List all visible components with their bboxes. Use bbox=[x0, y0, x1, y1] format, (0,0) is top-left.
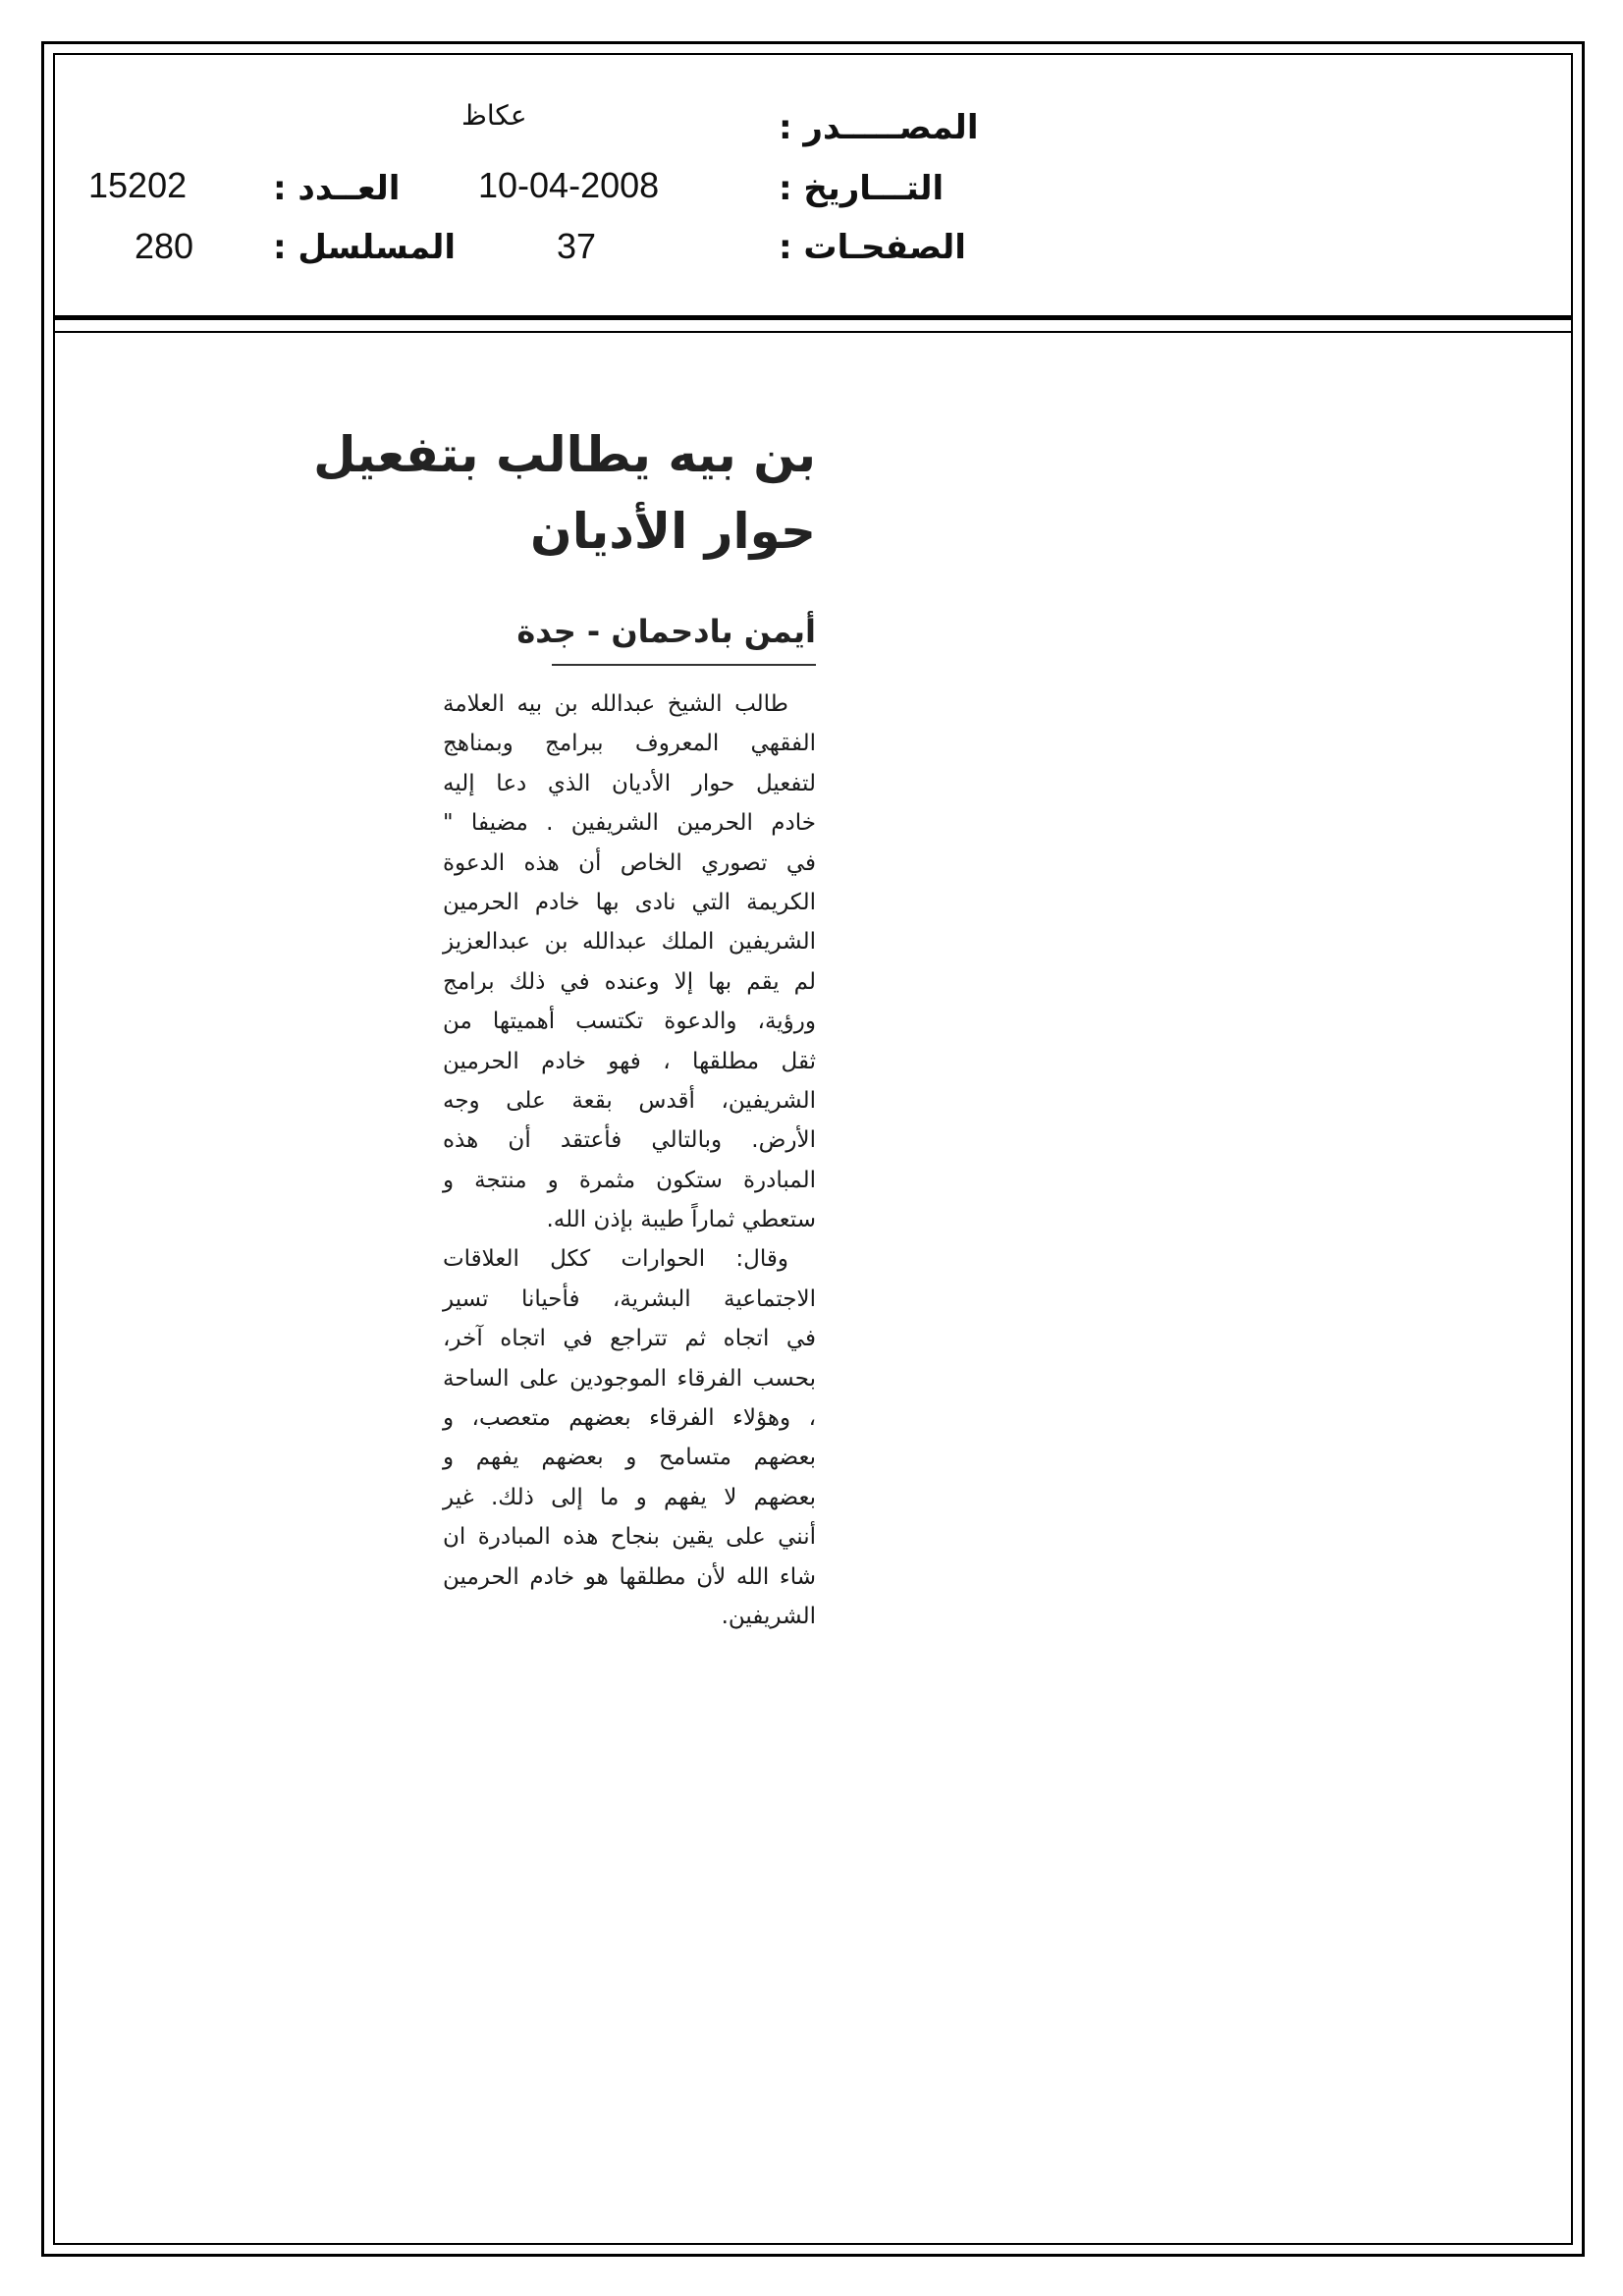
headline-line: حوار الأديان bbox=[530, 503, 816, 560]
article-body bbox=[443, 684, 816, 1636]
issue-value: 15202 bbox=[88, 165, 188, 205]
article-line: بعضهم لا يفهم و ما إلى ذلك. غير bbox=[443, 1484, 816, 1510]
article-line: الشريفين. bbox=[721, 1603, 816, 1629]
article-line: الاجتماعية البشرية، فأحيانا تسير bbox=[443, 1285, 816, 1312]
pages-label: الصفحـات : bbox=[779, 228, 966, 267]
headline-line: بن بيه يطالب بتفعيل bbox=[313, 426, 816, 483]
article-headline bbox=[305, 416, 816, 570]
article-line: في تصوري الخاص أن هذه الدعوة bbox=[443, 849, 816, 876]
article-line: الأرض. وبالتالي فأعتقد أن هذه bbox=[443, 1127, 816, 1154]
article-line: أنني على يقين بنجاح هذه المبادرة ان bbox=[443, 1524, 816, 1551]
article-line: ورؤية، والدعوة تكتسب أهميتها من bbox=[443, 1009, 816, 1035]
source-label: المصـــــدر : bbox=[779, 108, 979, 147]
article-line: ، وهؤلاء الفرقاء بعضهم متعصب، و bbox=[443, 1405, 816, 1432]
article-line: الشريفين الملك عبدالله بن عبدالعزيز bbox=[443, 929, 816, 956]
byline-underline bbox=[552, 664, 816, 666]
article-line: لتفعيل حوار الأديان الذي دعا إليه bbox=[443, 770, 816, 796]
article-line: لم يقم بها إلا وعنده في ذلك برامج bbox=[443, 968, 816, 995]
article-line: طالب الشيخ عبدالله بن بيه العلامة bbox=[443, 691, 788, 717]
header-separator-thin bbox=[53, 331, 1573, 333]
article-line: بعضهم متسامح و بعضهم يفهم و bbox=[443, 1445, 816, 1471]
serial-label: المسلسل : bbox=[273, 228, 457, 267]
article-line: شاء الله لأن مطلقها هو خادم الحرمين bbox=[443, 1563, 816, 1590]
article-line: الكريمة التي نادى بها خادم الحرمين bbox=[443, 889, 816, 915]
article-line: خادم الحرمين الشريفين . مضيفا " bbox=[443, 810, 816, 837]
article-line: ثقل مطلقها ، فهو خادم الحرمين bbox=[443, 1048, 816, 1074]
article-byline: أيمن بادحمان - جدة bbox=[516, 613, 816, 650]
article-line: بحسب الفرقاء الموجودين على الساحة bbox=[443, 1365, 816, 1392]
article-line: في اتجاه ثم تتراجع في اتجاه آخر، bbox=[443, 1326, 816, 1352]
article-line: المبادرة ستكون مثمرة و منتجة و bbox=[443, 1167, 816, 1193]
serial-value: 280 bbox=[135, 226, 194, 266]
source-value: عكاظ bbox=[461, 99, 527, 132]
article-line: الفقهي المعروف ببرامج وبمناهج bbox=[443, 731, 816, 757]
header-separator-thick bbox=[53, 315, 1573, 320]
issue-label: العــدد : bbox=[273, 169, 401, 208]
pages-value: 37 bbox=[557, 226, 597, 266]
date-label: التـــاريخ : bbox=[779, 169, 945, 208]
article-line: وقال: الحوارات ككل العلاقات bbox=[443, 1246, 788, 1273]
date-value: 10-04-2008 bbox=[478, 165, 660, 205]
article-line: ستعطي ثماراً طيبة بإذن الله. bbox=[546, 1207, 816, 1233]
article-line: الشريفين، أقدس بقعة على وجه bbox=[443, 1087, 816, 1114]
